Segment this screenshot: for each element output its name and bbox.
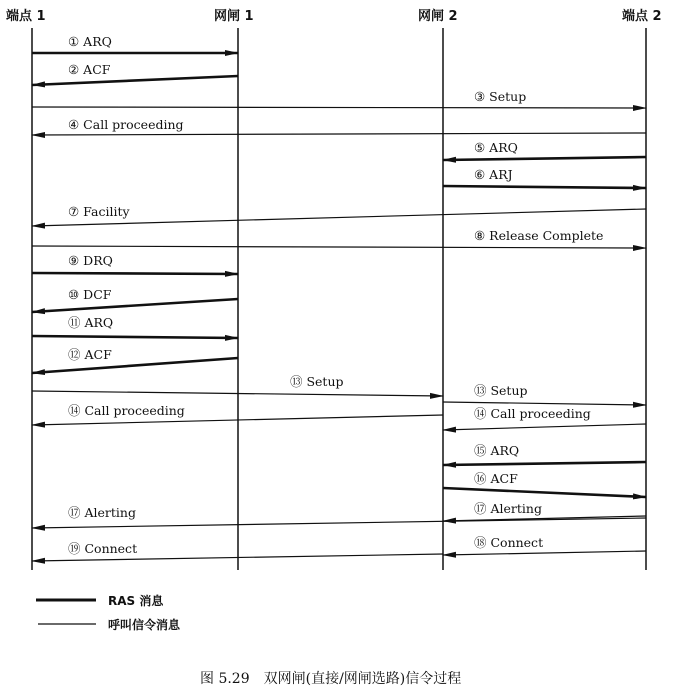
message-arrow-18 xyxy=(443,488,646,497)
message-arrow-11 xyxy=(32,336,238,338)
message-label: ⑮ ARQ xyxy=(474,443,520,458)
message-label: ⑦ Facility xyxy=(68,204,130,219)
message-arrow-3 xyxy=(32,107,646,108)
message-label: ⑰ Alerting xyxy=(474,501,542,516)
message-arrow-5 xyxy=(443,157,646,160)
message-arrow-2 xyxy=(32,76,238,85)
message-arrow-10 xyxy=(32,299,238,312)
message-arrow-21 xyxy=(443,551,646,555)
message-label: ① ARQ xyxy=(68,34,112,49)
message-label: ⑪ ARQ xyxy=(68,315,114,330)
message-label: ⑭ Call proceeding xyxy=(474,406,591,421)
message-label: ⑥ ARJ xyxy=(474,167,513,182)
message-label: ⑬ Setup xyxy=(290,374,344,389)
message-arrow-17 xyxy=(443,462,646,465)
message-label: ⑱ Connect xyxy=(474,535,544,550)
participant-gatekeeper-2: 网闸 2 xyxy=(418,9,458,24)
message-label: ⑤ ARQ xyxy=(474,140,518,155)
message-label: ⑫ ACF xyxy=(68,347,112,362)
message-arrow-14 xyxy=(443,402,646,405)
message-label: ⑭ Call proceeding xyxy=(68,403,185,418)
message-label: ⑩ DCF xyxy=(68,287,112,302)
message-arrow-16 xyxy=(443,424,646,430)
message-arrow-12 xyxy=(32,358,238,373)
message-arrow-9 xyxy=(32,273,238,274)
legend-ras-label: RAS 消息 xyxy=(108,594,164,608)
message-label: ④ Call proceeding xyxy=(68,117,184,132)
message-label: ⑯ ACF xyxy=(474,471,518,486)
figure-caption: 图 5.29 双网闸(直接/网闸选路)信令过程 xyxy=(200,671,462,687)
message-label: ⑬ Setup xyxy=(474,383,528,398)
legend-lines xyxy=(36,600,96,624)
message-label: ② ACF xyxy=(68,62,111,77)
message-arrow-8 xyxy=(32,246,646,248)
message-label: ⑧ Release Complete xyxy=(474,228,604,243)
legend-call-label: 呼叫信令消息 xyxy=(108,618,181,632)
message-arrow-6 xyxy=(443,186,646,188)
message-label: ③ Setup xyxy=(474,89,527,104)
message-label: ⑲ Connect xyxy=(68,541,138,556)
message-arrow-4 xyxy=(32,133,646,135)
participant-endpoint-1: 端点 1 xyxy=(6,9,46,24)
message-label: ⑨ DRQ xyxy=(68,253,113,268)
message-label: ⑰ Alerting xyxy=(68,505,136,520)
participant-gatekeeper-1: 网闸 1 xyxy=(214,9,254,24)
participant-endpoint-2: 端点 2 xyxy=(622,9,662,24)
